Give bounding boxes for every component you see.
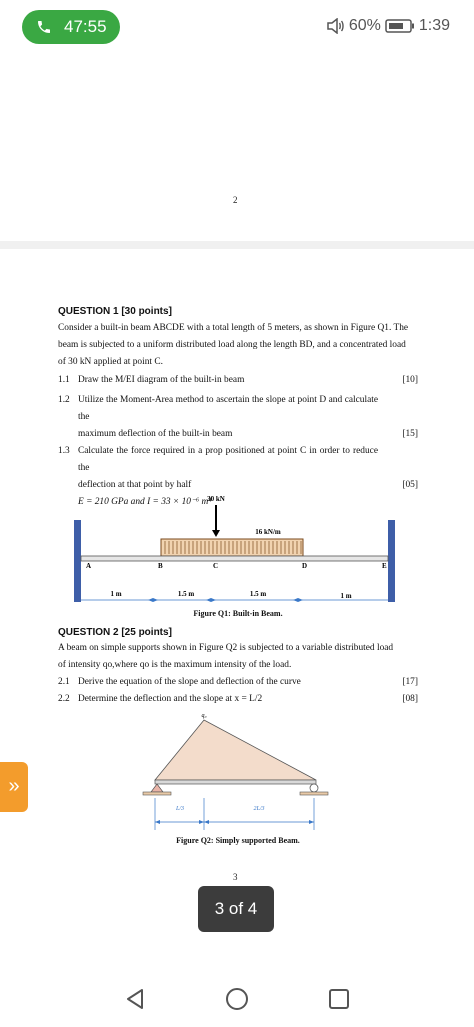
peak-load-label: q₀ [201, 713, 207, 719]
item-number: 1.2 [58, 395, 70, 405]
figure-q1 [58, 490, 418, 620]
question1-intro [58, 320, 418, 371]
question2-intro [58, 640, 418, 674]
item-number: 2.2 [58, 694, 70, 704]
question1-item [58, 392, 418, 443]
item-text: Derive the equation of the slope and deflection of the curve [78, 677, 301, 687]
clock: 1:39 [418, 17, 450, 34]
status-icons [323, 17, 450, 35]
pin-support [143, 784, 171, 795]
item-text-line: deflection at that point by half [78, 480, 192, 490]
page-number-3: 3 [233, 872, 238, 882]
item-text [78, 443, 378, 494]
item-number: 1.1 [58, 375, 70, 385]
question1-intro-line: beam is subjected to a uniform distributed load along the length BD, and a concentrated load [58, 340, 406, 350]
item-text: Determine the deflection and the slope at x = L/2 [78, 694, 263, 704]
point-load-arrowhead [212, 530, 220, 537]
triangular-load [155, 720, 316, 780]
left-wall [74, 520, 81, 602]
item-marks: [17] [402, 677, 418, 687]
point-load-label: 30 kN [207, 495, 225, 503]
item-marks: [10] [402, 375, 418, 385]
phone-icon [36, 19, 52, 35]
point-a: A [86, 562, 92, 570]
figure-q2 [138, 708, 338, 838]
item-text-line: Calculate the force required in a prop positioned at point C in order to reduce the [78, 446, 378, 473]
back-icon[interactable] [124, 987, 146, 1011]
point-d: D [302, 562, 308, 570]
question2-items [58, 674, 418, 708]
dimension-2l3: 2L/3 [253, 806, 265, 812]
item-text [78, 392, 378, 443]
figure-q1-caption: Figure Q1: Built-in Beam. [193, 609, 283, 618]
home-icon[interactable] [225, 987, 249, 1011]
question1-intro-line: Consider a built-in beam ABCDE with a total length of 5 meters, as shown in Figure Q1. The [58, 323, 409, 333]
question2-item [58, 674, 418, 691]
item-text-line: Utilize the Moment-Area method to ascertain the slope at point D and calculate the [78, 395, 378, 422]
point-b: B [158, 562, 163, 570]
udl-label: 16 kN/m [255, 528, 281, 536]
beam [81, 556, 388, 561]
speaker-icon [327, 18, 345, 34]
question1-heading: QUESTION 1 [30 points] [58, 306, 172, 317]
span-cd: 1.5 m [249, 590, 267, 598]
span-bc: 1.5 m [177, 590, 195, 598]
item-number: 1.3 [58, 446, 70, 456]
question2-intro-line: of intensity qo,where qo is the maximum intensity of the load. [58, 660, 292, 670]
roller-support [300, 784, 328, 795]
dimension-l3: L/3 [175, 806, 185, 812]
point-e: E [382, 562, 387, 570]
span-ab: 1 m [110, 590, 122, 598]
item-text: Draw the M/EI diagram of the built-in beam [78, 375, 245, 385]
question1-item [58, 372, 418, 389]
question2-item [58, 691, 418, 708]
item-number: 2.1 [58, 677, 70, 687]
span-de: 1 m [340, 592, 352, 600]
call-indicator[interactable] [22, 10, 120, 44]
right-wall [388, 520, 395, 602]
question1-item [58, 443, 418, 494]
question2-intro-line: A beam on simple supports shown in Figure Q2 is subjected to a variable distributed load [58, 643, 394, 653]
question2-heading: QUESTION 2 [25 points] [58, 627, 172, 638]
page-divider [0, 241, 474, 249]
distributed-load [161, 539, 303, 556]
point-c: C [213, 562, 219, 570]
page-indicator: 3 of 4 [198, 886, 274, 932]
beam [155, 780, 316, 784]
side-panel-toggle[interactable]: » [0, 762, 28, 812]
figure-q2-caption: Figure Q2: Simply supported Beam. [176, 836, 300, 845]
page-number-2: 2 [233, 195, 238, 205]
battery-icon [385, 18, 415, 34]
material-constants: E = 210 GPa and I = 33 × 10⁻⁶ m⁴ [78, 497, 212, 507]
battery-percent: 60% [348, 17, 381, 34]
item-text-line: maximum deflection of the built-in beam [78, 429, 233, 439]
item-marks: [08] [402, 694, 418, 704]
q2-dimensions [155, 798, 314, 830]
item-marks: [05] [402, 480, 418, 490]
recents-icon[interactable] [328, 987, 350, 1011]
question1-intro-line: of 30 kN applied at point C. [58, 357, 163, 367]
item-marks: [15] [402, 429, 418, 439]
call-timer: 47:55 [64, 17, 107, 36]
